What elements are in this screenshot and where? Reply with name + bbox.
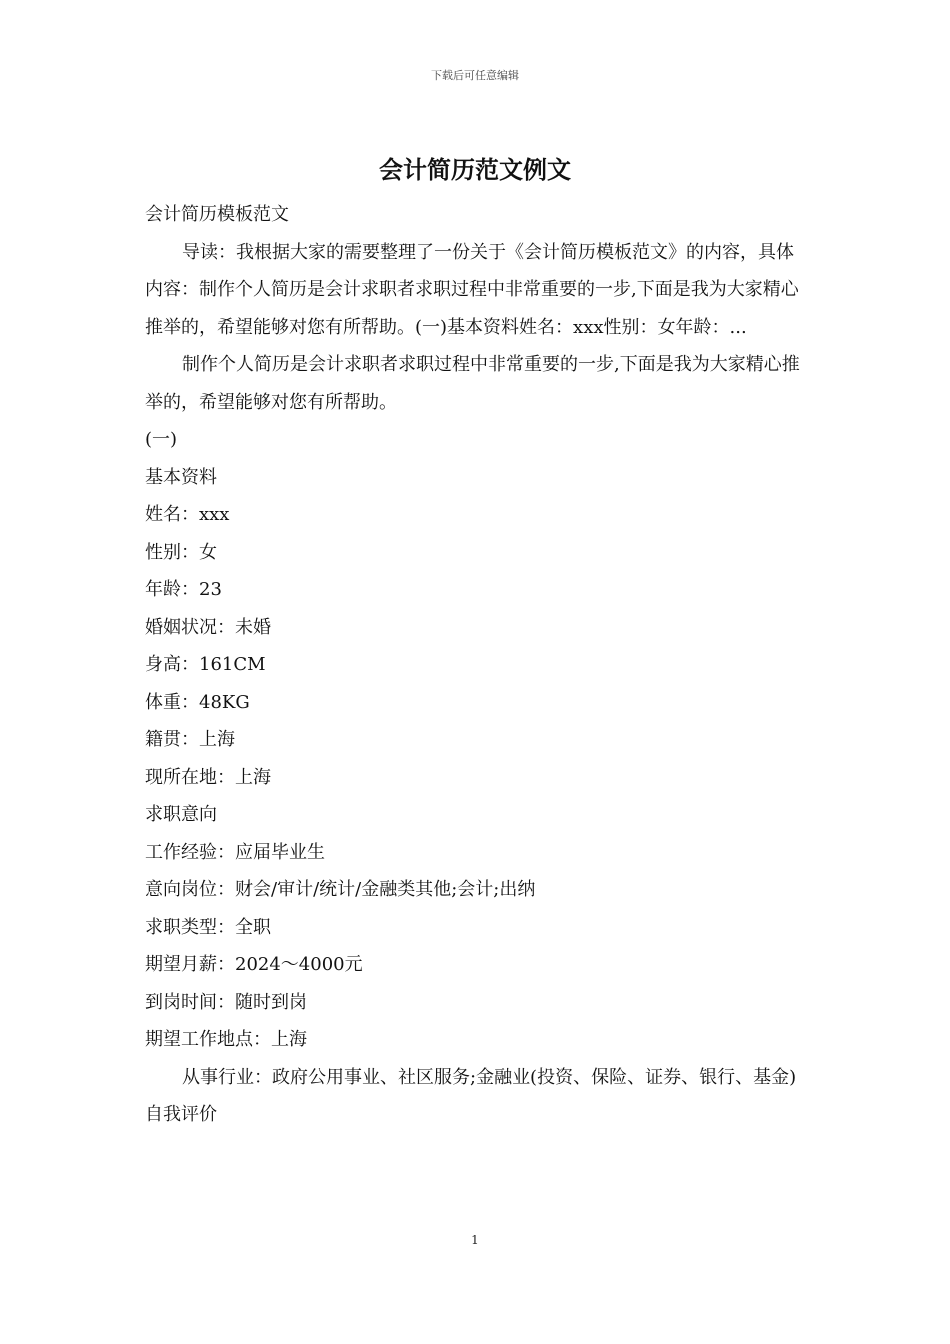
line-name: 姓名：xxx: [145, 504, 230, 525]
line-job-intention-heading: 求职意向: [145, 804, 217, 825]
intro-paragraph: 导读：我根据大家的需要整理了一份关于《会计简历模板范文》的内容，具体内容：制作个人简历是会计求职者求职过程中非常重要的一步,下面是我为大家精心推举的，希望能够对您有所帮助。(一)基本资料姓名：xxx性别：女年龄：...: [145, 241, 799, 338]
line-expected-salary: 期望月薪：2024～4000元: [145, 954, 363, 975]
document-subtitle: 会计简历模板范文: [145, 204, 289, 225]
line-native-place: 籍贯：上海: [145, 729, 235, 750]
line-job-type: 求职类型：全职: [145, 916, 271, 938]
line-self-evaluation-heading: 自我评价: [145, 1104, 217, 1125]
line-height: 身高：161CM: [145, 654, 266, 675]
page-number: 1: [471, 1233, 479, 1247]
line-work-location: 期望工作地点：上海: [145, 1029, 307, 1050]
body-paragraph: 制作个人简历是会计求职者求职过程中非常重要的一步,下面是我为大家精心推举的，希望能够对您有所帮助。: [145, 354, 800, 413]
industry-paragraph: 从事行业：政府公用事业、社区服务;金融业(投资、保险、证券、银行、基金): [182, 1066, 797, 1088]
document-title: 会计简历范文例文: [379, 155, 571, 184]
line-gender: 性别：女: [145, 541, 217, 563]
line-work-experience: 工作经验：应届毕业生: [145, 841, 325, 863]
line-current-location: 现所在地：上海: [145, 766, 271, 788]
line-marital-status: 婚姻状况：未婚: [145, 616, 271, 638]
line-age: 年龄：23: [145, 579, 222, 600]
line-target-position: 意向岗位：财会/审计/统计/金融类其他;会计;出纳: [145, 879, 536, 900]
line-section-number: (一): [145, 429, 178, 450]
document-body: [145, 196, 809, 1134]
line-weight: 体重：48KG: [145, 691, 250, 713]
line-basic-info-heading: 基本资料: [145, 466, 217, 488]
header-note: 下载后可任意编辑: [431, 69, 519, 82]
line-start-time: 到岗时间：随时到岗: [145, 991, 307, 1013]
